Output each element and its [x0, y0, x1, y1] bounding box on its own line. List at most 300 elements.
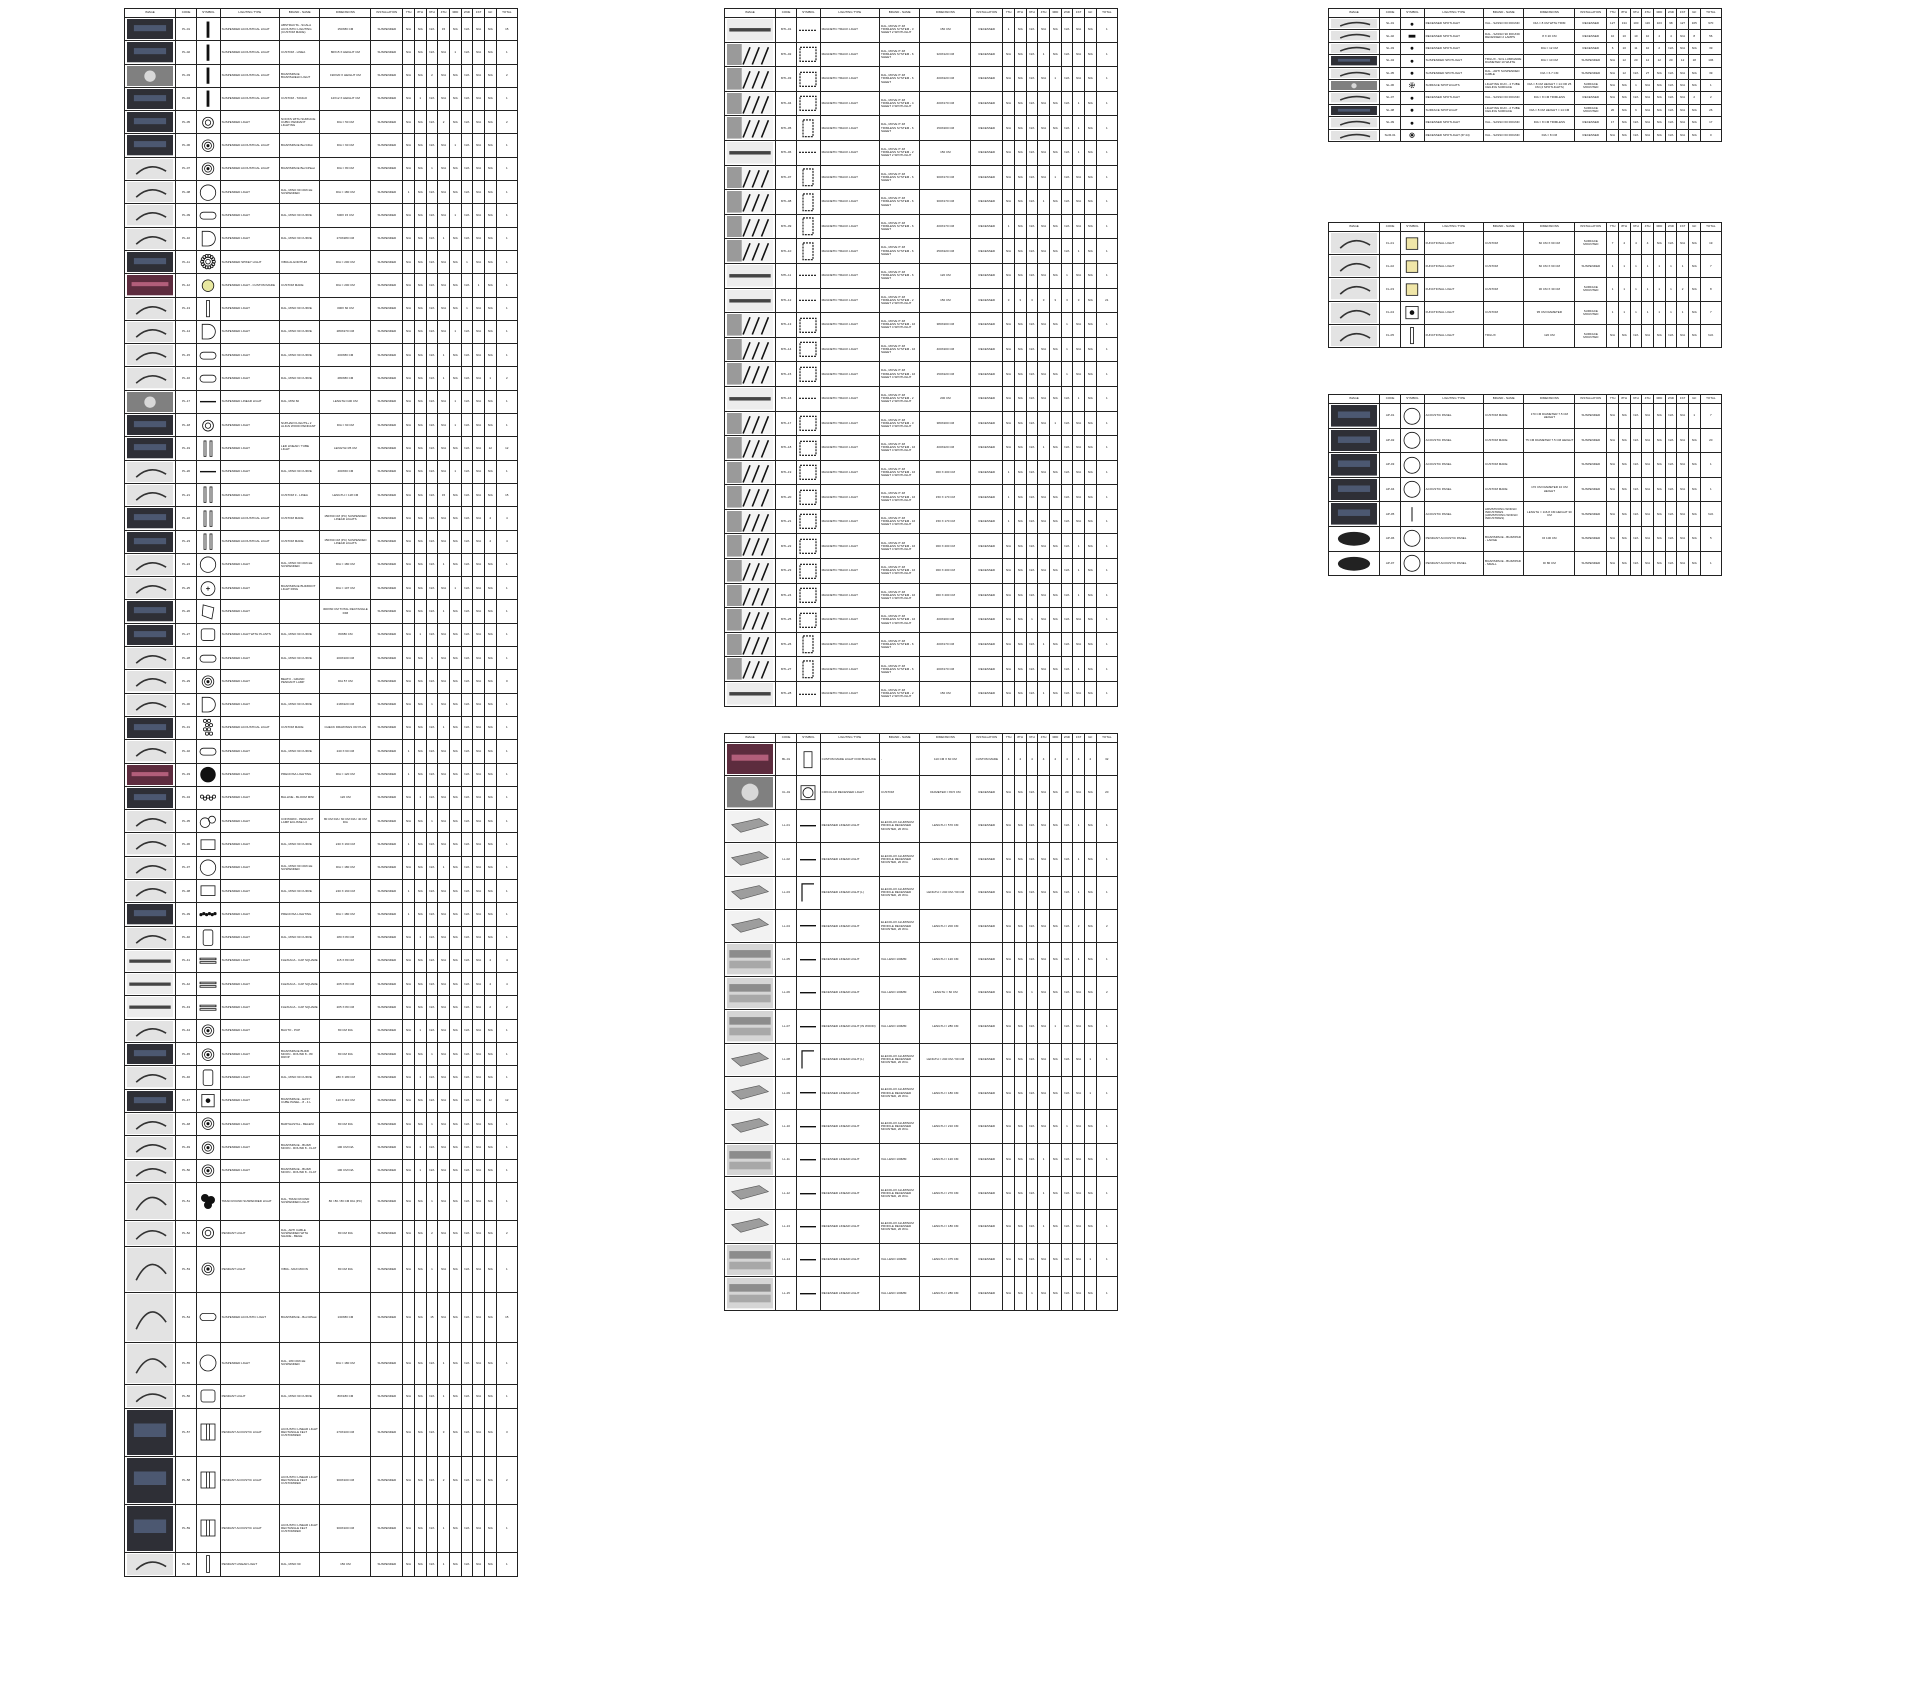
fixture-image	[1331, 553, 1377, 575]
image-cell	[125, 87, 176, 110]
quantity-cell: N/A	[1084, 140, 1096, 165]
fixture-image	[1331, 256, 1377, 276]
quantity-cell: N/A	[461, 693, 473, 716]
quantity-cell: N/A	[426, 786, 438, 809]
dimensions-cell: DIA = 8 CM HEIGHT = 14 CM	[1524, 104, 1575, 116]
symbol-cell	[797, 313, 820, 338]
quantity-cell: N/A	[1026, 214, 1038, 239]
fixture-image	[727, 240, 773, 262]
table-row	[1329, 404, 1722, 429]
table-row	[725, 239, 1118, 264]
symbol-cell	[1401, 324, 1424, 347]
quantity-cell: N/A	[473, 1220, 485, 1246]
installation-cell: SUSPENDED	[371, 1552, 403, 1576]
quantity-cell: 1	[414, 1159, 426, 1182]
fixture-image	[127, 322, 173, 342]
code-cell: PL-47	[175, 1089, 196, 1112]
quantity-cell: N/A	[414, 996, 426, 1019]
installation-cell: SUSPENDED	[371, 134, 403, 157]
lighting-type-cell: ACOUSTIC PANEL	[1424, 404, 1483, 429]
quantity-cell: 1	[1026, 976, 1038, 1009]
brand-name-cell: DAL, MOVE IT 48 TRIMLESS SYSTEM - 16 SHEET 4 SPOTLIGHT	[880, 313, 920, 338]
quantity-cell: N/A	[473, 716, 485, 739]
quantity-cell: N/A	[1061, 1243, 1073, 1276]
quantity-cell: N/A	[1014, 976, 1026, 1009]
lighting-type-cell: RECESSED LINEAR LIGHT (L)	[820, 876, 879, 909]
header-q5: 2ND	[1061, 9, 1073, 18]
quantity-cell: 4	[1630, 232, 1642, 255]
image-cell	[125, 693, 176, 716]
installation-cell: SUSPENDED	[1575, 502, 1607, 527]
table-row	[725, 608, 1118, 633]
quantity-cell: N/A	[1061, 140, 1073, 165]
image-cell	[725, 509, 776, 534]
brand-name-cell: DAL, MINO 60 CIRCLE SUSPENDED	[280, 856, 320, 879]
code-cell: MTL-27	[775, 657, 796, 682]
header-image: IMAGE	[125, 9, 176, 18]
brand-name-cell: DAL, MINO 60 CURVE	[280, 1384, 320, 1408]
code-cell: LL-05	[775, 943, 796, 976]
code-cell: LL-13	[775, 1210, 796, 1243]
quantity-cell: N/A	[438, 1066, 450, 1089]
quantity-cell: N/A	[484, 693, 496, 716]
table-row	[725, 313, 1118, 338]
spotlight-schedule	[1328, 8, 1722, 142]
code-cell: PL-36	[175, 833, 196, 856]
lighting-type-cell: SUSPENDED LINEAR LIGHT	[220, 390, 279, 413]
quantity-cell: N/A	[1003, 608, 1015, 633]
installation-cell: RECESSED	[971, 583, 1003, 608]
quantity-cell: N/A	[1073, 1210, 1085, 1243]
quantity-cell: N/A	[484, 134, 496, 157]
quantity-cell: N/A	[1653, 477, 1665, 502]
symbol-cell	[797, 411, 820, 436]
lighting-type-cell: SUSPENDED LIGHT	[220, 553, 279, 576]
code-cell: MTL-08	[775, 190, 796, 215]
image-cell	[725, 809, 776, 842]
code-cell: FL-03	[1379, 278, 1400, 301]
header-q2: 9TH	[1026, 734, 1038, 743]
symbol-cell	[797, 682, 820, 707]
quantity-cell: N/A	[1677, 428, 1689, 453]
lighting-type-cell: RECESSED LINEAR LIGHT	[820, 1177, 879, 1210]
lighting-type-cell: SUSPENDED LIGHT	[220, 833, 279, 856]
brand-name-cell: ARMSTRONG WORLD INDUSTRIES (ARMSTRONG WORLD INDUSTRIES)	[1484, 502, 1524, 527]
quantity-cell: N/A	[1061, 91, 1073, 116]
code-cell: AP-01	[1379, 404, 1400, 429]
fixture-symbol	[798, 845, 818, 874]
lighting-type-cell: SUSPENDED ACOUSTICAL LIGHT	[220, 41, 279, 64]
dimensions-cell: DIA = 180 CM	[320, 856, 371, 879]
quantity-cell: N/A	[426, 716, 438, 739]
installation-cell: SUSPENDED	[1575, 255, 1607, 278]
code-cell: LL-06	[775, 976, 796, 1009]
fixture-symbol	[198, 1021, 218, 1040]
installation-cell: RECESSED	[971, 534, 1003, 559]
quantity-cell: N/A	[461, 716, 473, 739]
dimensions-cell: 200 CM	[920, 386, 971, 411]
total-cell: 1	[1096, 91, 1117, 116]
installation-cell: RECESSED	[971, 682, 1003, 707]
quantity-cell: N/A	[449, 250, 461, 273]
quantity-cell: N/A	[1038, 1110, 1050, 1143]
lighting-type-cell: FUNCTIONAL LIGHT	[1424, 278, 1483, 301]
symbol-cell	[797, 1076, 820, 1109]
table-row	[725, 632, 1118, 657]
quantity-cell: N/A	[438, 693, 450, 716]
quantity-cell: 1	[449, 41, 461, 64]
quantity-cell: N/A	[1049, 485, 1061, 510]
quantity-cell: N/A	[1026, 67, 1038, 92]
quantity-cell: N/A	[484, 553, 496, 576]
image-cell	[725, 632, 776, 657]
quantity-cell: N/A	[1003, 682, 1015, 707]
brand-name-cell: CUSTOM MADE	[1484, 453, 1524, 478]
symbol-cell	[797, 743, 820, 776]
fixture-image	[127, 1161, 173, 1181]
fixture-symbol	[198, 1114, 218, 1133]
fixture-image	[127, 858, 173, 878]
code-cell: PL-56	[175, 1384, 196, 1408]
header-q1: 8TH	[1618, 395, 1630, 404]
quantity-cell: N/A	[426, 390, 438, 413]
quantity-cell: N/A	[1049, 214, 1061, 239]
dimensions-cell: DIA 57 CM	[320, 670, 371, 693]
quantity-cell: N/A	[1003, 876, 1015, 909]
symbol-cell	[797, 1143, 820, 1176]
quantity-cell: N/A	[1049, 876, 1061, 909]
total-cell: 1	[496, 1043, 517, 1066]
quantity-cell: N/A	[1061, 239, 1073, 264]
quantity-cell: N/A	[438, 1019, 450, 1042]
brand-name-cell: DAL, MOVE IT 48 TRIMLESS SYSTEM - 6 SHEET	[880, 165, 920, 190]
quantity-cell: N/A	[473, 1182, 485, 1220]
table-row	[725, 743, 1118, 776]
quantity-cell: N/A	[426, 879, 438, 902]
quantity-cell: N/A	[484, 483, 496, 506]
symbol-cell	[197, 1043, 220, 1066]
quantity-cell: N/A	[1677, 502, 1689, 527]
image-cell	[725, 18, 776, 43]
total-cell: 1	[496, 1019, 517, 1042]
code-cell: PL-50	[175, 1159, 196, 1182]
fixture-symbol	[1402, 131, 1422, 139]
table-row	[125, 1292, 518, 1342]
quantity-cell: N/A	[1073, 165, 1085, 190]
quantity-cell: N/A	[403, 111, 415, 134]
lighting-type-cell: RECESSED LINEAR LIGHT (L)	[820, 1043, 879, 1076]
code-cell: PL-35	[175, 810, 196, 833]
installation-cell: SURFACE MOUNTED	[1575, 104, 1607, 116]
quantity-cell: N/A	[449, 274, 461, 297]
quantity-cell: N/A	[1003, 1243, 1015, 1276]
fixture-image	[127, 345, 173, 365]
lighting-type-cell: PENDANT LINEAR LIGHT	[220, 1552, 279, 1576]
quantity-cell: N/A	[1038, 91, 1050, 116]
total-cell: 2	[496, 367, 517, 390]
lighting-type-cell: PENDANT ACOUSTIC LIGHT	[220, 1504, 279, 1552]
table-row	[725, 460, 1118, 485]
table-row	[125, 879, 518, 902]
table-row	[125, 647, 518, 670]
quantity-cell: 4	[1665, 30, 1677, 42]
fixture-image	[127, 951, 173, 971]
header-inst: INSTALLATION	[1575, 395, 1607, 404]
lighting-type-cell: RECESSED LINEAR LIGHT	[820, 1243, 879, 1276]
installation-cell: RECESSED	[1575, 18, 1607, 30]
installation-cell: SUSPENDED	[371, 716, 403, 739]
fixture-symbol	[1402, 430, 1422, 451]
fixture-symbol	[1402, 406, 1422, 427]
lighting-type-cell: SUSPENDED SPIKEY LIGHT	[220, 250, 279, 273]
image-cell	[125, 1220, 176, 1246]
table-row	[125, 1384, 518, 1408]
quantity-cell: N/A	[484, 227, 496, 250]
quantity-cell: N/A	[484, 157, 496, 180]
quantity-cell: 1	[403, 763, 415, 786]
quantity-cell: N/A	[426, 1066, 438, 1089]
symbol-cell	[1401, 30, 1424, 42]
quantity-cell: N/A	[426, 740, 438, 763]
brand-name-cell: DAL, MINO 60 CURVE	[280, 833, 320, 856]
image-cell	[725, 743, 776, 776]
quantity-cell: N/A	[461, 647, 473, 670]
quantity-cell: N/A	[449, 973, 461, 996]
quantity-cell: N/A	[461, 623, 473, 646]
total-cell: 2	[496, 64, 517, 87]
quantity-cell: N/A	[473, 390, 485, 413]
symbol-cell	[797, 776, 820, 809]
total-cell: 1	[1096, 583, 1117, 608]
fixture-symbol	[198, 835, 218, 854]
quantity-cell: N/A	[1665, 324, 1677, 347]
lighting-type-cell: MAGNETIC TRACK LIGHT	[820, 116, 879, 141]
brand-name-cell: LIGHTING DUO - 4 TUBE CEILING SURFACE	[1484, 79, 1524, 91]
quantity-cell: N/A	[449, 530, 461, 553]
quantity-cell: N/A	[1618, 104, 1630, 116]
quantity-cell: N/A	[461, 879, 473, 902]
table-row	[125, 1408, 518, 1456]
quantity-cell: N/A	[1073, 682, 1085, 707]
quantity-cell: N/A	[1026, 843, 1038, 876]
quantity-cell: N/A	[484, 64, 496, 87]
quantity-cell: 1	[473, 274, 485, 297]
quantity-cell: N/A	[1003, 583, 1015, 608]
image-cell	[1329, 324, 1380, 347]
symbol-cell	[197, 227, 220, 250]
header-brand: BRAND - NAME	[880, 9, 920, 18]
lighting-type-cell: SUSPENDED LIGHT	[220, 297, 279, 320]
total-cell: 1	[1096, 485, 1117, 510]
image-cell	[725, 682, 776, 707]
fixture-symbol	[198, 206, 218, 225]
image-cell	[725, 976, 776, 1009]
quantity-cell: N/A	[1630, 477, 1642, 502]
quantity-cell: N/A	[449, 297, 461, 320]
table-row	[125, 763, 518, 786]
total-cell: 12	[496, 1089, 517, 1112]
quantity-cell: N/A	[1642, 92, 1654, 104]
image-cell	[725, 559, 776, 584]
fixture-symbol	[198, 858, 218, 877]
installation-cell: SUSPENDED	[371, 1342, 403, 1384]
table-row	[125, 623, 518, 646]
quantity-cell: N/A	[1014, 91, 1026, 116]
dimensions-cell: 205 X 80 CM	[320, 973, 371, 996]
image-cell	[725, 436, 776, 461]
total-cell: 1	[1096, 1243, 1117, 1276]
fixture-image	[727, 585, 773, 607]
quantity-cell: N/A	[1003, 632, 1015, 657]
quantity-cell: N/A	[1061, 1177, 1073, 1210]
table-row	[725, 909, 1118, 942]
quantity-cell: N/A	[449, 1246, 461, 1292]
quantity-cell: 1	[414, 623, 426, 646]
symbol-cell	[197, 460, 220, 483]
quantity-cell: N/A	[1038, 976, 1050, 1009]
lighting-type-cell: RECESSED LINEAR LIGHT	[820, 1277, 879, 1310]
dimensions-cell: 270X280 CM	[320, 227, 371, 250]
quantity-cell: N/A	[1014, 1210, 1026, 1243]
quantity-cell: N/A	[1049, 509, 1061, 534]
lighting-type-cell: SUSPENDED ACOUSTIC LIGHT	[220, 1292, 279, 1342]
table-row	[125, 553, 518, 576]
linear-lighting-schedule	[724, 733, 1118, 1311]
quantity-cell: N/A	[1084, 337, 1096, 362]
quantity-cell: N/A	[461, 64, 473, 87]
quantity-cell: N/A	[403, 87, 415, 110]
brand-name-cell: CUSTOM - TANGO	[280, 87, 320, 110]
symbol-cell	[197, 647, 220, 670]
quantity-cell: N/A	[414, 553, 426, 576]
lighting-type-cell: SUSPENDED LIGHT WITH PLANTS	[220, 623, 279, 646]
installation-cell: SUSPENDED	[371, 623, 403, 646]
quantity-cell: N/A	[484, 810, 496, 833]
table-row	[125, 1456, 518, 1504]
quantity-cell: N/A	[473, 623, 485, 646]
fixture-symbol	[798, 413, 818, 434]
image-cell	[125, 670, 176, 693]
quantity-cell: N/A	[449, 1292, 461, 1342]
quantity-cell: N/A	[1014, 436, 1026, 461]
symbol-cell	[197, 111, 220, 134]
fixture-symbol	[798, 1078, 818, 1107]
quantity-cell: N/A	[426, 763, 438, 786]
header-q0: 7TH	[1003, 9, 1015, 18]
table-row	[125, 600, 518, 623]
installation-cell: SUSPENDED	[371, 320, 403, 343]
brand-name-cell: DAL, MOVE IT 48 TRIMLESS SYSTEM - 4 SHEET 3 SPOTLIGHT	[880, 91, 920, 116]
table-row	[725, 485, 1118, 510]
lighting-type-cell: SUSPENDED LIGHT	[220, 1043, 279, 1066]
header-q0: 7TH	[403, 9, 415, 18]
fixture-symbol	[198, 602, 218, 621]
header-image: IMAGE	[1329, 9, 1380, 18]
dimensions-cell: 12X12 X HEIGHT CM	[320, 87, 371, 110]
table-row	[725, 1143, 1118, 1176]
quantity-cell: N/A	[1073, 313, 1085, 338]
header-q3: 4TH	[1642, 9, 1654, 18]
table-row	[125, 157, 518, 180]
dimensions-cell: 60 CM X 60 CM	[1524, 255, 1575, 278]
quantity-cell: N/A	[1014, 1110, 1026, 1143]
fixture-symbol	[198, 1410, 218, 1454]
quantity-cell: 4	[484, 507, 496, 530]
dimensions-cell: LENGTH = 120 CM	[920, 943, 971, 976]
quantity-cell: 3	[1003, 288, 1015, 313]
quantity-cell: N/A	[1607, 526, 1619, 551]
code-cell: LL-10	[775, 1110, 796, 1143]
code-cell: MTL-25	[775, 608, 796, 633]
lighting-type-cell: MAGNETIC TRACK LIGHT	[820, 140, 879, 165]
quantity-cell: N/A	[1026, 1110, 1038, 1143]
lighting-type-cell: SUSPENDED ACOUSTICAL LIGHT	[220, 716, 279, 739]
dimensions-cell: 400X220 CM	[920, 436, 971, 461]
quantity-cell: N/A	[1084, 1143, 1096, 1176]
quantity-cell: N/A	[1688, 42, 1700, 54]
symbol-cell	[797, 263, 820, 288]
quantity-cell: N/A	[461, 274, 473, 297]
quantity-cell: 1	[1003, 485, 1015, 510]
fixture-image	[727, 844, 773, 874]
code-cell: PL-31	[175, 716, 196, 739]
quantity-cell: N/A	[414, 250, 426, 273]
quantity-cell: N/A	[461, 507, 473, 530]
lighting-type-cell: SUSPENDED LIGHT - CUSTOM MADE	[220, 274, 279, 297]
brand-name-cell: XAL LENO 100MM	[880, 943, 920, 976]
installation-cell: RECESSED	[1575, 129, 1607, 141]
quantity-cell: N/A	[1038, 140, 1050, 165]
brand-name-cell: FLEXIACA - CAP SQUARE	[280, 996, 320, 1019]
image-cell	[125, 530, 176, 553]
image-cell	[125, 297, 176, 320]
quantity-cell: N/A	[1038, 1277, 1050, 1310]
quantity-cell: N/A	[473, 414, 485, 437]
quantity-cell: N/A	[461, 41, 473, 64]
installation-cell: SUSPENDED	[371, 1292, 403, 1342]
quantity-cell: 4	[1642, 232, 1654, 255]
quantity-cell: 1	[403, 903, 415, 926]
fixture-image	[127, 1410, 173, 1455]
quantity-cell: 1	[1038, 436, 1050, 461]
quantity-cell: N/A	[1026, 1177, 1038, 1210]
quantity-cell: N/A	[1038, 18, 1050, 43]
quantity-cell: N/A	[1073, 263, 1085, 288]
dimensions-cell: 380X200 CM	[920, 411, 971, 436]
symbol-cell	[1401, 104, 1424, 116]
quantity-cell: 1	[1038, 632, 1050, 657]
symbol-cell	[197, 903, 220, 926]
dimensions-cell: LENGTH = 120 CM	[920, 1143, 971, 1176]
header-dim: DIMENSIONS	[1524, 223, 1575, 232]
installation-cell: RECESSED	[971, 1043, 1003, 1076]
brand-name-cell: CUSTOM 3 - LINEA	[280, 483, 320, 506]
code-cell: MTL-14	[775, 337, 796, 362]
quantity-cell: N/A	[1061, 18, 1073, 43]
total-cell: 1	[496, 577, 517, 600]
symbol-cell	[197, 483, 220, 506]
quantity-cell: 1	[1003, 214, 1015, 239]
symbol-cell	[1401, 18, 1424, 30]
quantity-cell: N/A	[1038, 776, 1050, 809]
fixture-image	[1331, 93, 1377, 102]
code-cell: PL-27	[175, 623, 196, 646]
quantity-cell: 1	[1630, 301, 1642, 324]
quantity-cell: 3	[1026, 288, 1038, 313]
quantity-cell: N/A	[461, 87, 473, 110]
dimensions-cell: 300 X 200 CM	[920, 583, 971, 608]
quantity-cell: 4	[1049, 743, 1061, 776]
